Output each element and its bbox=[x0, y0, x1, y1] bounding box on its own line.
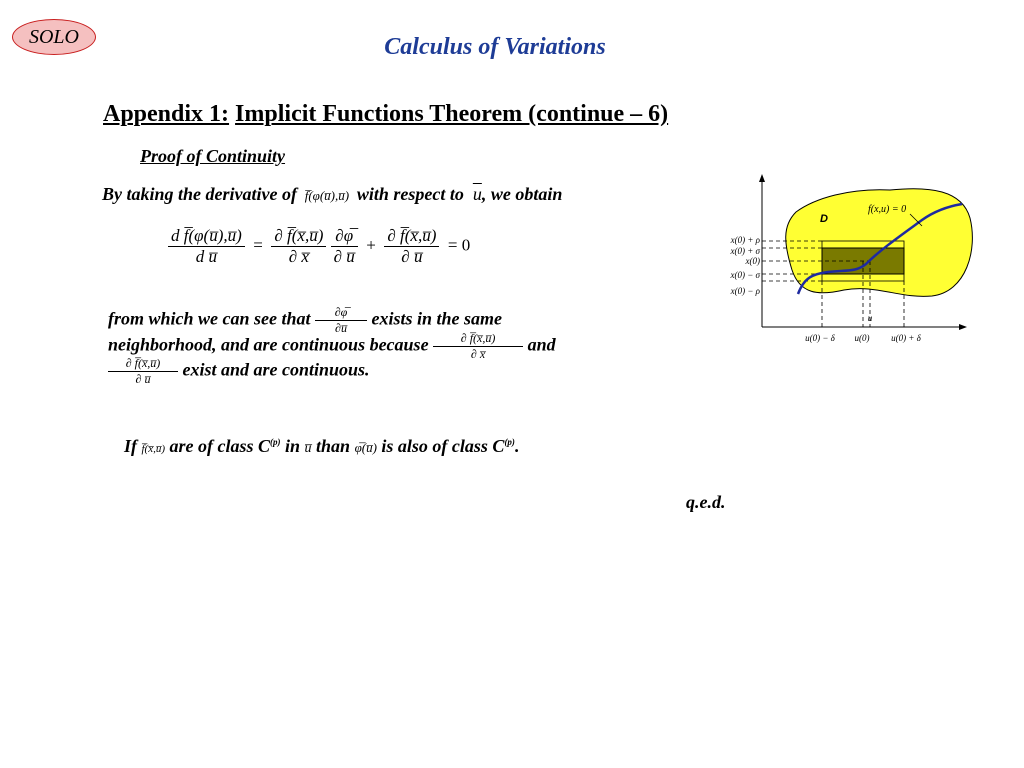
x-label-u0: u(0) bbox=[854, 333, 870, 343]
appendix-topic: Implicit Functions Theorem (continue – 6) bbox=[235, 101, 669, 127]
curve-equation-label: f(x,u) = 0 bbox=[868, 204, 907, 215]
y-label-x-minus-rho: x(0) − ρ bbox=[730, 286, 760, 296]
line1-text-a: By taking the derivative of bbox=[102, 184, 297, 204]
y-axis-arrow bbox=[759, 174, 765, 182]
x-inner-label-u: u bbox=[867, 313, 873, 323]
line1-var-u: $\overline{u}$ bbox=[472, 184, 482, 204]
section-subtitle: Proof of Continuity bbox=[140, 146, 286, 166]
eq-frac-dphi-du: $\frac{\partial\varphi̅}{\partial u̅}$ bbox=[331, 226, 358, 267]
line5-text-b: are of class $C^{(p)}$ bbox=[169, 436, 281, 456]
y-label-x-plus-rho: x(0) + ρ bbox=[730, 235, 760, 245]
inline-frac-dphi-du: $\frac{\partial\varphi̅}{\partial u̅}$ bbox=[315, 305, 367, 336]
line1-text-c: , we obtain bbox=[481, 184, 563, 204]
y-label-x-minus-sigma: x(0) − σ bbox=[730, 270, 760, 280]
appendix-label: Appendix 1: bbox=[103, 101, 230, 127]
line5-text-c: in bbox=[285, 436, 301, 456]
qed-label: q.e.d. bbox=[686, 492, 726, 512]
x-label-u-plus-delta: u(0) + δ bbox=[891, 333, 921, 343]
line3-text-a: neighborhood, and are continuous because bbox=[108, 334, 429, 355]
eq-frac-total-derivative: $\frac{\text{d f̅(φ(u̅),u̅)}}{\text{d u̅}}$ bbox=[168, 226, 245, 267]
text-line-5 bbox=[124, 436, 519, 457]
line1-text-b: with respect to bbox=[356, 184, 464, 204]
line2-text-a: from which we can see that bbox=[108, 308, 311, 329]
line2-text-b: exists in the same bbox=[371, 308, 503, 329]
slide-title: Calculus of Variations bbox=[384, 34, 606, 60]
line5-text-e: is also of class $C^{(p)}$ bbox=[381, 436, 515, 456]
inline-math-f-phi-u: f̅(φ(u̅),u̅) bbox=[301, 188, 353, 203]
text-line-4 bbox=[108, 356, 370, 387]
region-d-label: D bbox=[820, 213, 828, 225]
eq-frac-df-dx: $\frac{\partial f̅(x̅,u̅)}{\partial x̅}$ bbox=[271, 226, 326, 267]
appendix-heading bbox=[103, 101, 668, 128]
inline-frac-df-dx: $\frac{\partial f̅(x̅,u̅)}{\partial x̅}$ bbox=[433, 331, 523, 362]
inline-math-u: u̅ bbox=[304, 441, 312, 456]
text-line-1 bbox=[102, 184, 562, 205]
line5-text-a: If bbox=[124, 436, 137, 456]
main-equation: $\frac{\text{d f̅(φ(u̅),u̅)}}{\text{d u̅}}$ = $\frac{\partial f̅(x̅,u̅)}{\partial x̅}$ $\frac{\partial\varphi̅}{\partial u̅}$ + $\frac{\partial f̅(x̅,u̅)}{\partial u̅}$ = 0 bbox=[168, 226, 470, 267]
line5-text-d: than bbox=[316, 436, 351, 456]
line5-period: . bbox=[514, 436, 520, 456]
inline-math-u-bar bbox=[468, 184, 482, 204]
implicit-function-diagram bbox=[700, 170, 1000, 360]
y-tick-labels bbox=[729, 235, 760, 296]
inline-frac-df-du: $\frac{\partial f̅(x̅,u̅)}{\partial u̅}$ bbox=[108, 356, 178, 387]
eq-frac-df-du: $\frac{\partial f̅(x̅,u̅)}{\partial u̅}$ bbox=[384, 226, 439, 267]
y-label-x0: x(0) bbox=[745, 256, 760, 266]
inline-math-phi-u: φ̅(u̅) bbox=[354, 440, 377, 455]
line4-text: exist and are continuous. bbox=[182, 359, 370, 380]
inline-math-f-xu: f̅(x̅,u̅) bbox=[141, 443, 166, 455]
solo-logo-text: SOLO bbox=[28, 25, 79, 48]
x-label-u-minus-delta: u(0) − δ bbox=[805, 333, 835, 343]
line3-text-b: and bbox=[527, 334, 556, 355]
x-axis-arrow bbox=[959, 324, 967, 330]
y-label-x-plus-sigma: x(0) + σ bbox=[730, 246, 760, 256]
